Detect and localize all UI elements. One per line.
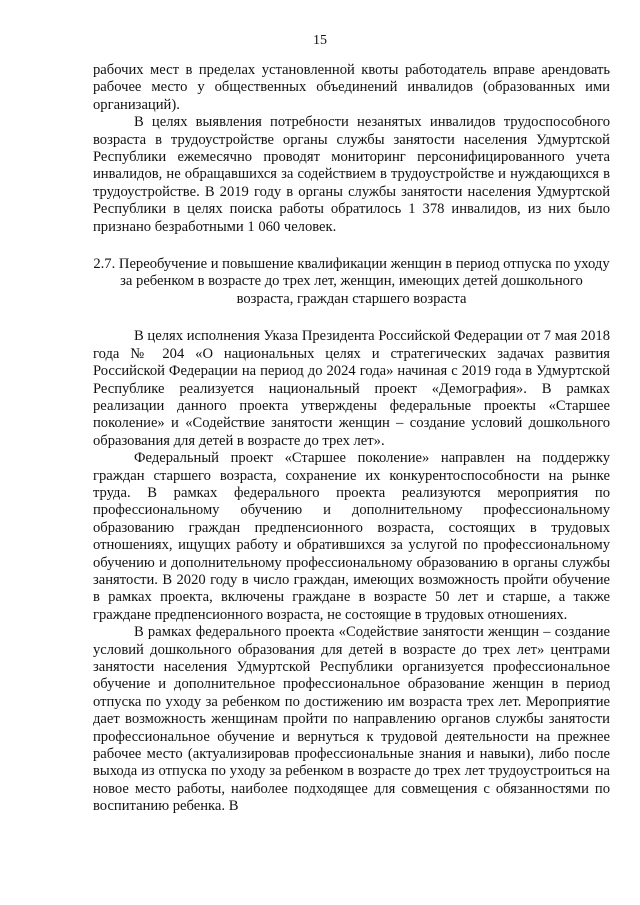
page-number: 15 — [313, 33, 327, 48]
paragraph-demography-project: В целях исполнения Указа Президента Российской Федерации от 7 мая 2018 года № 204 «О национальных целях и стратегических задачах развития Российской Федерации на период до 2024 года» начиная с 2019 года в Удмуртской Республике реализуется национальный проект «Демография». В рамках реализации данного проекта утверждены федеральные проекты «Старшее поколение» и «Содействие занятости женщин – создание условий дошкольного образования для детей в возрасте до трех лет». — [93, 328, 610, 449]
paragraph-continuation: рабочих мест в пределах установленной квоты работодатель вправе арендовать рабочее место у общественных объединений инвалидов (образованных ими организаций). — [93, 62, 610, 113]
paragraph-women-employment: В рамках федерального проекта «Содействие занятости женщин – создание условий дошкольного образования для детей в возрасте до трех лет» центрами занятости населения Удмуртской Республики организуется профессиональное обучение и дополнительное профессиональное образование женщин в период отпуска по уходу за ребенком по достижению им возраста трех лет. Мероприятие дает возможность женщинам пройти по направлению органов службы занятости профессиональное обучение и вернуться к трудовой деятельности на прежнее рабочее место (актуализировав профессиональные знания и навыки), либо после выхода из отпуска по уходу за ребенком в возрасте до трех лет трудоустроиться на новое место работы, наиболее подходящее для совмещения с обязанностями по воспитанию ребенка. В — [93, 624, 610, 815]
section-heading: 2.7. Переобучение и повышение квалификации женщин в период отпуска по уходу за ребенком в возрасте до трех лет, женщин, имеющих детей дошкольного возраста, граждан старшего возраста — [93, 256, 610, 307]
document-body — [93, 62, 610, 816]
paragraph-disabled-monitoring: В целях выявления потребности незанятых инвалидов трудоспособного возраста в трудоустройстве органы службы занятости населения Удмуртской Республики ежемесячно проводят мониторинг персонифицированного учета инвалидов, не обращавшихся за содействием в трудоустройстве и нуждающихся в трудоустройстве. В 2019 году в органы службы занятости населения Удмуртской Республики в целях поиска работы обратилось 1 378 инвалидов, из них было признано безработными 1 060 человек. — [93, 114, 610, 235]
paragraph-older-generation: Федеральный проект «Старшее поколение» направлен на поддержку граждан старшего возраста, сохранение их конкурентоспособности на рынке труда. В рамках федерального проекта реализуются мероприятия по профессиональному обучению и дополнительному профессиональному образованию граждан предпенсионного возраста, состоящих в трудовых отношениях, ищущих работу и обратившихся за услугой по профессиональному обучению и дополнительному профессиональному образованию в органы службы занятости. В 2020 году в число граждан, имеющих возможность пройти обучение в рамках проекта, включены граждане в возрасте 50 лет и старше, а также граждане предпенсионного возраста, не состоящие в трудовых отношениях. — [93, 450, 610, 623]
